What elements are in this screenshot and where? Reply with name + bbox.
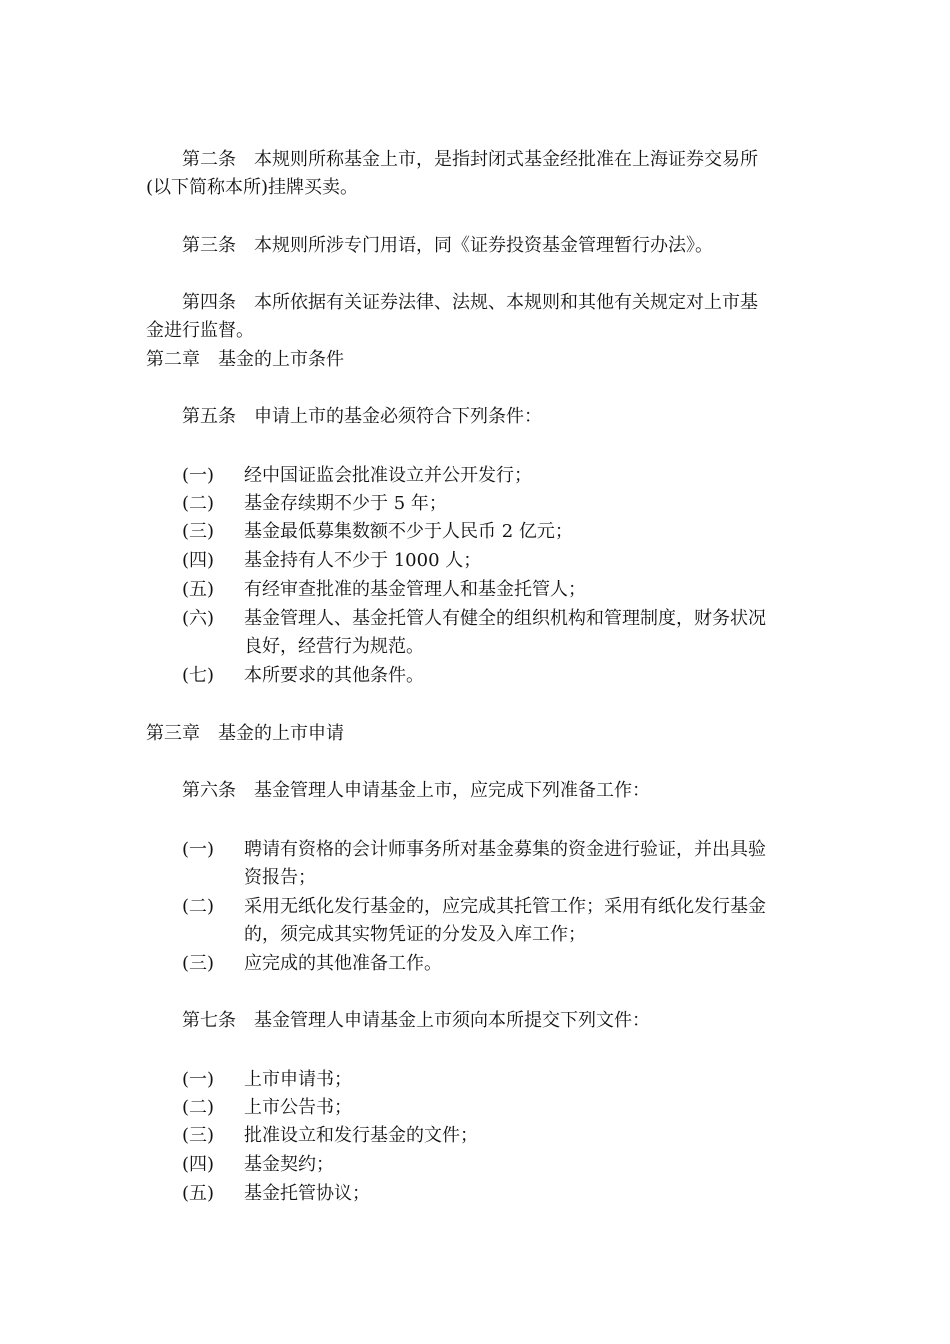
item-text: 本所要求的其他条件。 — [244, 665, 424, 686]
article-7 — [146, 1007, 806, 1035]
chapter-title: 基金的上市条件 — [218, 349, 344, 370]
item-number: (五) — [182, 1183, 215, 1204]
item-number: (一) — [182, 839, 215, 860]
chapter-label: 第二章 — [146, 349, 200, 370]
item-number: (五) — [182, 579, 215, 600]
article-label: 第六条 — [182, 780, 236, 801]
chapter-2-heading — [146, 346, 806, 374]
chapter-title: 基金的上市申请 — [218, 723, 344, 744]
item-text: 批准设立和发行基金的文件； — [244, 1125, 478, 1146]
item-text: 基金托管协议； — [244, 1183, 370, 1204]
article-label: 第二条 — [182, 149, 236, 170]
article-label: 第五条 — [182, 406, 236, 427]
item-number: (二) — [182, 1097, 215, 1118]
article-text: 本规则所称基金上市，是指封闭式基金经批准在上海证券交易所 — [254, 149, 758, 170]
item-number: (三) — [182, 1125, 215, 1146]
item-text: 上市申请书； — [244, 1069, 352, 1090]
item-number: (一) — [182, 1069, 215, 1090]
item-number: (二) — [182, 493, 215, 514]
article-label: 第三条 — [182, 235, 236, 256]
item-text: 上市公告书； — [244, 1097, 352, 1118]
article-label: 第四条 — [182, 292, 236, 313]
article-label: 第七条 — [182, 1010, 236, 1031]
item-text-continued: 资报告； — [244, 867, 316, 888]
item-text: 基金最低募集数额不少于人民币 2 亿元； — [244, 521, 573, 542]
item-text: 经中国证监会批准设立并公开发行； — [244, 465, 532, 486]
item-text: 基金契约； — [244, 1154, 334, 1175]
item-number: (六) — [182, 608, 215, 629]
article-6 — [146, 777, 806, 805]
item-text-continued: 良好，经营行为规范。 — [244, 636, 424, 657]
item-number: (三) — [182, 953, 215, 974]
item-number: (四) — [182, 550, 215, 571]
article-text: 本规则所涉专门用语，同《证券投资基金管理暂行办法》。 — [254, 235, 713, 256]
item-text: 有经审查批准的基金管理人和基金托管人； — [244, 579, 586, 600]
item-text: 基金管理人、基金托管人有健全的组织机构和管理制度，财务状况 — [244, 608, 766, 629]
chapter-label: 第三章 — [146, 723, 200, 744]
article-text: 基金管理人申请基金上市，应完成下列准备工作： — [254, 780, 650, 801]
item-text: 聘请有资格的会计师事务所对基金募集的资金进行验证，并出具验 — [244, 839, 766, 860]
article-text: 基金管理人申请基金上市须向本所提交下列文件： — [254, 1010, 650, 1031]
item-number: (七) — [182, 665, 215, 686]
item-text: 基金持有人不少于 1000 人； — [244, 550, 482, 571]
article-3 — [146, 232, 806, 260]
article-4 — [146, 289, 806, 345]
article-text: 本所依据有关证券法律、法规、本规则和其他有关规定对上市基 — [254, 292, 758, 313]
article-text-continued: 金进行监督。 — [146, 320, 254, 341]
article-text-continued: (以下简称本所)挂牌买卖。 — [146, 177, 359, 198]
item-number: (二) — [182, 896, 215, 917]
item-text: 采用无纸化发行基金的，应完成其托管工作；采用有纸化发行基金 — [244, 896, 766, 917]
article-5 — [146, 403, 806, 431]
item-text-continued: 的，须完成其实物凭证的分发及入库工作； — [244, 924, 586, 945]
item-text: 基金存续期不少于 5 年； — [244, 493, 447, 514]
chapter-3-heading — [146, 720, 806, 748]
article-text: 申请上市的基金必须符合下列条件： — [254, 406, 542, 427]
article-2 — [146, 146, 806, 202]
item-number: (四) — [182, 1154, 215, 1175]
item-number: (一) — [182, 465, 215, 486]
item-text: 应完成的其他准备工作。 — [244, 953, 442, 974]
item-number: (三) — [182, 521, 215, 542]
